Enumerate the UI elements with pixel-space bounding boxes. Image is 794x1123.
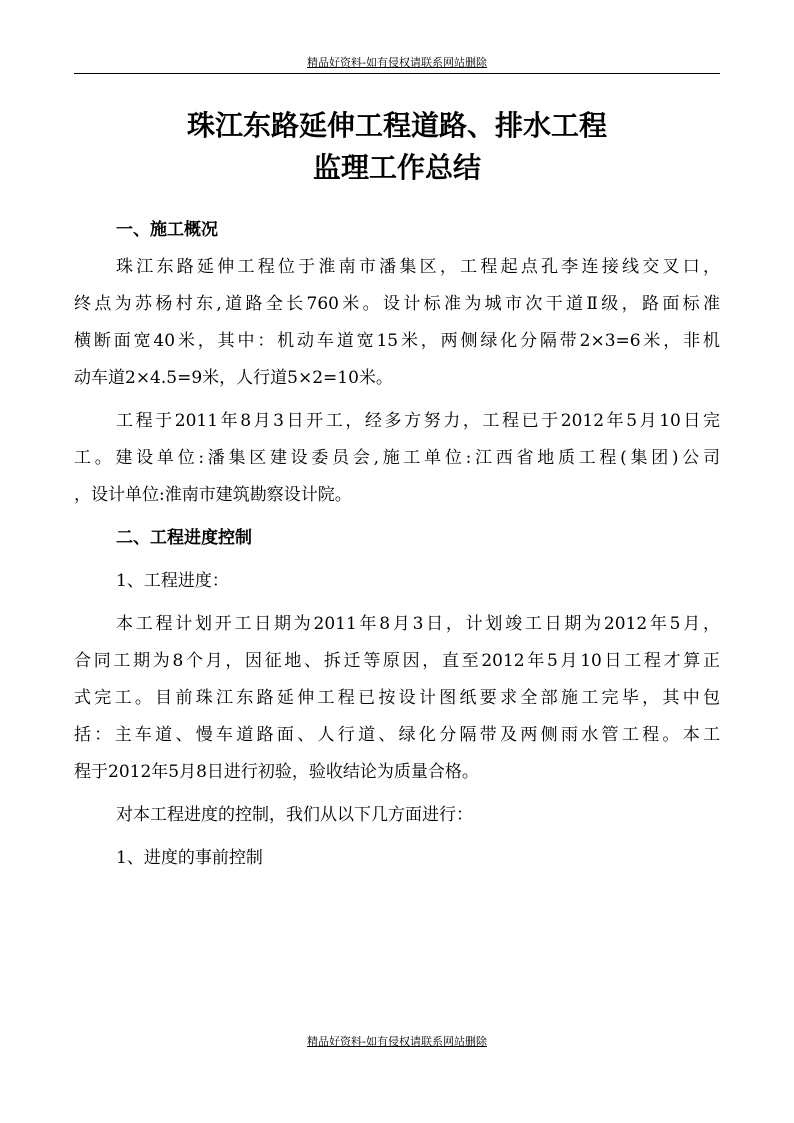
subheading-pre-control: 1、进度的事前控制 [116,848,263,868]
paragraph-line: 式完工。目前珠江东路延伸工程已按设计图纸要求全部施工完毕，其中包 [74,688,720,708]
paragraph-line: 括：主车道、慢车道路面、人行道、绿化分隔带及两侧雨水管工程。本工 [74,725,720,745]
section-heading-overview: 一、施工概况 [116,220,218,240]
paragraph-line: ，设计单位:淮南市建筑勘察设计院。 [74,485,352,505]
paragraph-overview [74,249,720,397]
paragraph-line: 横断面宽40米，其中：机动车道宽15米，两侧绿化分隔带2×3=6米，非机 [74,331,720,351]
paragraph-line: 珠江东路延伸工程位于淮南市潘集区，工程起点孔李连接线交叉口， [116,257,720,277]
paragraph-line: 本工程计划开工日期为2011年8月3日，计划竣工日期为2012年5月， [116,614,720,634]
paragraph-line: 动车道2×4.5=9米，人行道5×2=10米。 [74,368,393,388]
subheading-progress: 1、工程进度： [116,571,229,591]
paragraph-line: 工程于2011年8月3日开工，经多方努力，工程已于2012年5月10日完 [116,411,720,431]
paragraph-control-intro: 对本工程进度的控制，我们从以下几方面进行： [116,805,473,825]
paragraph-progress [74,606,720,791]
paragraph-schedule [74,403,720,514]
paragraph-line: 终点为苏杨村东,道路全长760米。设计标准为城市次干道Ⅱ级，路面标准 [74,294,720,314]
paragraph-line: 合同工期为8个月，因征地、拆迁等原因，直至2012年5月10日工程才算正 [74,651,720,671]
paragraph-line: 工。建设单位:潘集区建设委员会,施工单位:江西省地质工程(集团)公司 [74,448,720,468]
document-title-line-2: 监理工作总结 [312,151,481,184]
header-divider [74,73,720,74]
document-body [74,212,720,877]
paragraph-line: 程于2012年5月8日进行初验，验收结论为质量合格。 [74,762,479,782]
document-title-line-1: 珠江东路延伸工程道路、排水工程 [186,109,607,142]
page-header [74,55,720,70]
header-notice: 精品好资料-如有侵权请联系网站删除 [307,56,487,69]
page-footer [74,1034,720,1049]
footer-notice: 精品好资料-如有侵权请联系网站删除 [307,1035,487,1048]
section-heading-progress-control: 二、工程进度控制 [116,528,252,548]
